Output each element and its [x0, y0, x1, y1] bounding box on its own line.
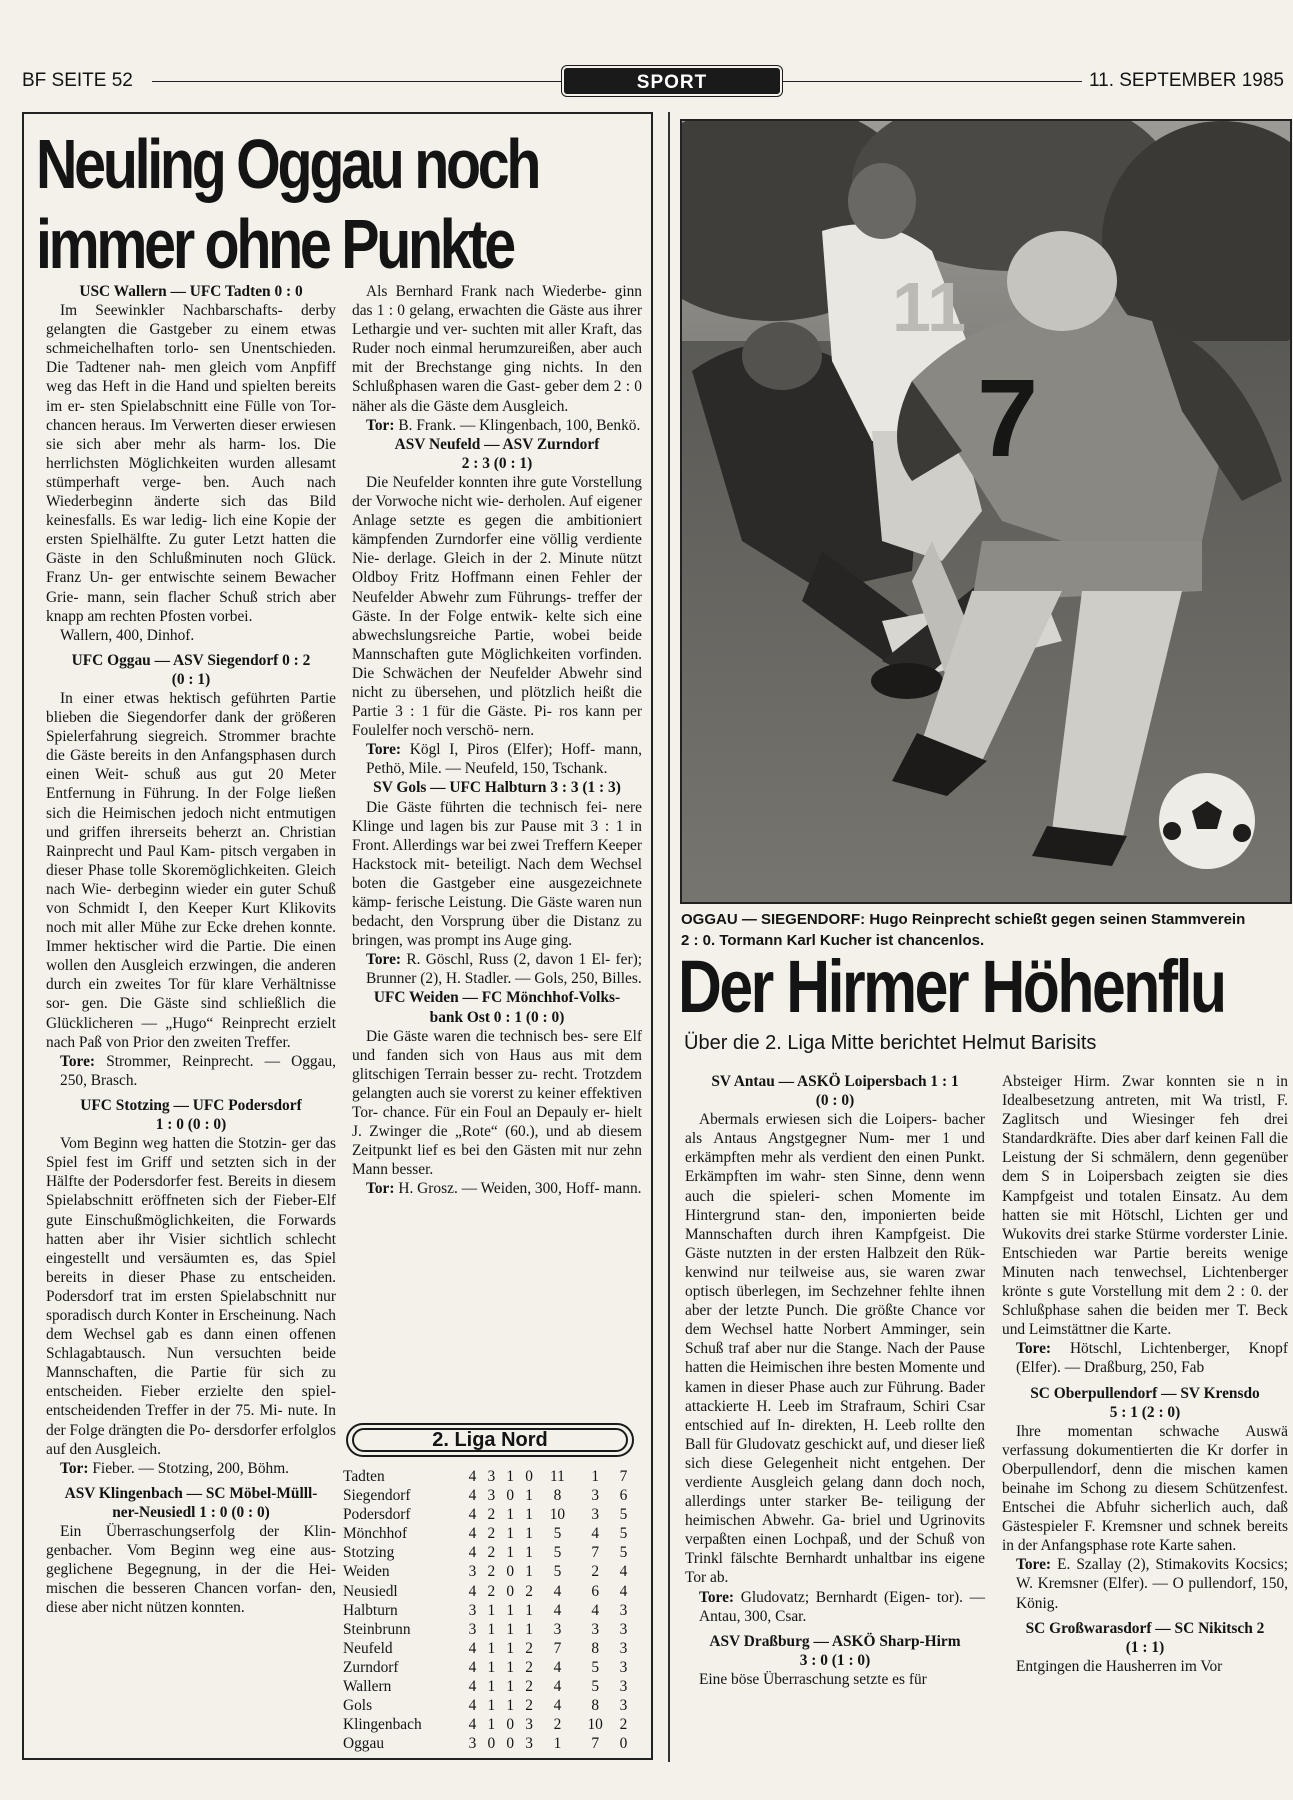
goals-label: Tore:	[366, 741, 402, 759]
match-result: 2 : 3 (0 : 1)	[461, 454, 533, 472]
match-summary: Wallern, 400, Dinhof.	[60, 626, 195, 644]
standings-row	[343, 1543, 633, 1562]
standings-value: 2	[525, 1658, 533, 1676]
match-heading: ASV Draßburg — ASKÖ Sharp-Hirm	[709, 1632, 961, 1650]
match-result: 1 : 0 (0 : 0)	[155, 1116, 227, 1134]
goal-scorers: Tore: Kögl I, Piros (Elfer); Hoff- mann, Pethö, Mile. — Neufeld, 150, Tschank.	[366, 741, 642, 778]
standings-value: 0	[506, 1716, 515, 1734]
goal-scorers: Tore: R. Göschl, Russ (2, davon 1 El- fer); Brunner (2), H. Stadler. — Gols, 250, Billes.	[366, 951, 642, 988]
standings-value: 1	[487, 1639, 496, 1657]
match-result: bank Ost 0 : 1 (0 : 0)	[429, 1008, 565, 1026]
match-report: Als Bernhard Frank nach Wiederbe- ginn das 1 : 0 gelang, erwachten die Gäste aus ihrer Lethargie und ver- suchten mit aller Kraft, das Ruder noch einmal herumzureißen, aber auch mit der Brechstange ging nichts. In den Schlußphasen waren die Gast- geber dem 2 : 0 näher als die Gäste dem Ausgleich.	[352, 283, 642, 415]
standings-value: 4	[468, 1639, 477, 1657]
standings-value: 3	[553, 1620, 562, 1638]
match-report: Absteiger Hirm. Zwar konnten sie n in Idealbesetzung antreten, mit Wa tristl, F. Zaglitsch und Wiesinger feh drei Standardkräfte. Dies aber darf keinen Fall die Leistung der Si schmälern, denn gegenüber dem S in Loipersbach zeigten sie dies Kampfgeist und totalen Einsatz. Au dem hatten sie mit Hötschl, Lichten ger und Wukovits drei starke Stürme vorderster Linie. Entschieden war Partie bereits wenige Minuten nach tenwechsel, Lichtenberger krönte s gute Vorstellung mit dem 2 : 0. der Schlußphase sahen die beiden mer T. Beck und Leimstättner die Karte.	[1002, 1073, 1288, 1339]
standings-value: 1	[525, 1506, 533, 1524]
standings-value: 1	[525, 1620, 533, 1638]
standings-value: 4	[591, 1525, 600, 1543]
standings-value: 2	[487, 1582, 496, 1600]
standings-value: 1	[506, 1678, 515, 1696]
match-report: Die Gäste waren die technisch bes- sere Elf und fanden sich von Haus aus mit dem glitschigen Terrain besser zu- recht. Trotzdem gelangten auch sie vorerst zu keiner effektiven Tor- chance. Für ein Foul an Depauly er- hielt J. Zwinger die „Rote“ (60.), und ab diesem Zeitpunkt lief es bei den Gästen mit nur zehn Mann besser.	[352, 1027, 642, 1179]
headline-line-2: immer ohne Punkte	[36, 205, 513, 283]
match-report: Die Gäste führten die technisch fei- nere Klinge und lagen bis zur Pause mit 3 : 1 in Front. Allerdings war bei zwei Treffern Keeper Hackstock mit- beteiligt. Nach dem Wechsel boten die Gastgeber eine ausgezeichnete kämp- ferische Leistung. Die Gäste waren nun bedacht, den Vorsprung über die Distanz zu bringen, was prompt ins Auge ging.	[352, 798, 642, 950]
goals-label: Tor:	[366, 1180, 395, 1198]
standings-value: 1	[506, 1601, 515, 1619]
standings-value: 4	[468, 1697, 477, 1715]
standings-value: 11	[550, 1468, 565, 1485]
goals-label: Tore:	[1016, 1340, 1052, 1358]
article-column-3	[685, 1072, 985, 1689]
main-headline	[36, 124, 646, 284]
standings-value: 2	[591, 1563, 600, 1581]
match-result: 3 : 0 (1 : 0)	[799, 1651, 871, 1669]
match-result: ner-Neusiedl 1 : 0 (0 : 0)	[112, 1503, 270, 1521]
match-report: Vom Beginn weg hatten die Stotzin- ger das Spiel fest im Griff und setzten sich in der Hälfte der Podersdorfer fest. Bereits in diesem Spielabschnitt eröffneten sich der Fieber-Elf gute Einschußmöglichkeiten, die Forwards hatten aber ihr Visier sichtlich schlecht eingestellt und versäumten es, das Spiel bereits in dieser Phase zu entscheiden. Podersdorf trat im ersten Spielabschnitt nur sporadisch durch Konter in Erscheinung. Nach dem Wechsel gab es dann einen offenen Schlagabtausch. Nun versuchten beide Mannschaften, die Partie für sich zu entscheiden. Fieber erzielte den spiel- entscheidenden Treffer in der 75. Mi- nute. In der Folge drängten die Po- dersdorfer erfolglos auf den Ausgleich.	[46, 1135, 336, 1458]
standings-row	[343, 1562, 633, 1581]
standings-value: 2	[553, 1716, 562, 1734]
standings-value: 5	[553, 1563, 562, 1581]
standings-value: 7	[553, 1639, 562, 1657]
match-heading: UFC Stotzing — UFC Podersdorf	[80, 1096, 302, 1114]
match-heading: SV Antau — ASKÖ Loipersbach 1 : 1	[711, 1073, 959, 1090]
article-column-1	[46, 282, 336, 1617]
standings-value: 1	[506, 1468, 515, 1485]
standings-value: 4	[468, 1487, 477, 1505]
goal-scorers: Tor: H. Grosz. — Weiden, 300, Hoff- mann.	[366, 1180, 642, 1198]
standings-row	[343, 1620, 633, 1639]
standings-value: 0	[525, 1468, 533, 1485]
match-report: Ihre momentan schwache Auswä verfassung dokumentierten die Kr dorfer in Oberpullendorf, denn die mischen kamen beinahe im Schong zu diesem Schützenfest. Entschei die Abfuhr sicherlich auch, daß Gästespieler F. Kremsner und schnek bereits in der Anfangsphase rote Karte sahen.	[1002, 1422, 1288, 1555]
team-name: Podersdorf	[343, 1506, 411, 1524]
team-name: Steinbrunn	[343, 1620, 411, 1638]
standings-value: 2	[525, 1639, 533, 1657]
match-report: Die Neufelder konnten ihre gute Vorstellung der Vorwoche nicht wie- derholen. Auf eigener Anlage setzte es gegen die ambitioniert kämpfenden Zurndorfer eine völlig verdiente Nie- derlage. Gleich in der 2. Minute nützt Oldboy Fritz Hoffmann einen Fehler der Neufelder Abwehr zum Führungs- treffer der Gäste. In der Folge entwik- kelte sich eine abwechslungsreiche Partie, wobei beide Mannschaften gute Möglichkeiten vorfinden. Die Schwächen der Neufelder Abwehr sind nicht zu übersehen, und plötzlich heißt die Partie 3 : 1 für die Gäste. Pi- ros kann per Foulelfer noch verschö- nern.	[352, 473, 642, 740]
standings-value: 8	[591, 1697, 600, 1715]
standings-value: 1	[506, 1697, 515, 1715]
standings-value: 3	[591, 1487, 600, 1505]
team-name: Halbturn	[343, 1601, 398, 1619]
standings-row	[343, 1639, 633, 1658]
team-name: Weiden	[343, 1563, 390, 1581]
standings-value: 2	[487, 1506, 496, 1524]
standings-value: 3	[619, 1601, 628, 1619]
standings-value: 1	[506, 1525, 515, 1543]
standings-value: 4	[468, 1678, 477, 1696]
standings-value: 3	[487, 1487, 496, 1505]
standings-value: 3	[591, 1506, 600, 1524]
standings-value: 2	[525, 1582, 533, 1600]
standings-value: 3	[619, 1639, 628, 1657]
team-name: Oggau	[343, 1735, 385, 1753]
section-label: SPORT	[564, 68, 780, 94]
standings-value: 2	[525, 1697, 533, 1715]
standings-value: 2	[487, 1544, 496, 1562]
standings-value: 0	[619, 1735, 628, 1753]
standings-value: 1	[525, 1544, 533, 1562]
goals-label: Tor:	[366, 416, 395, 434]
standings-value: 1	[487, 1716, 496, 1734]
team-name: Gols	[343, 1697, 373, 1715]
standings-value: 3	[468, 1735, 477, 1753]
goals-label: Tore:	[366, 951, 402, 969]
article-subheading: Über die 2. Liga Mitte berichtet Helmut Barisits	[684, 1032, 1097, 1054]
standings-value: 0	[506, 1735, 515, 1753]
goal-scorers: Tor: Fieber. — Stotzing, 200, Böhm.	[60, 1459, 290, 1477]
header-rule-right	[782, 81, 1082, 82]
match-halftime: (0 : 0)	[815, 1092, 855, 1110]
standings-value: 4	[553, 1582, 562, 1600]
standings-value: 2	[487, 1525, 496, 1543]
match-heading: USC Wallern — UFC Tadten 0 : 0	[79, 283, 303, 300]
standings-value: 0	[506, 1563, 515, 1581]
goals-label: Tor:	[60, 1459, 89, 1477]
goals-label: Tore:	[1016, 1556, 1052, 1574]
standings-value: 5	[619, 1506, 628, 1524]
team-name: Neusiedl	[343, 1582, 398, 1600]
standings-value: 0	[506, 1582, 515, 1600]
standings-value: 4	[553, 1601, 562, 1619]
standings-value: 1	[487, 1697, 496, 1715]
front-jersey-number: 11	[892, 268, 966, 346]
standings-value: 1	[506, 1506, 515, 1524]
caption-line-1: OGGAU — SIEGENDORF: Hugo Reinprecht schießt gegen seinen Stammverein	[681, 911, 1246, 928]
standings-value: 6	[619, 1487, 628, 1505]
issue-date: 11. SEPTEMBER 1985	[1088, 70, 1284, 91]
standings-value: 1	[591, 1468, 600, 1485]
match-report: Im Seewinkler Nachbarschafts- derby gelangten die Gastgeber zu einem etwas schmeichelhaften torlo- sen Unentschieden. Die Tadtener nah- men gleich vom Anpfiff weg das Heft in die Hand und spielten bereits im er- sten Spielabschnitt eine Fülle von Tor- chancen heraus. Im Verwerten dieser erwiesen sie sich aber mehr als harm- los. Die herrlichsten Möglichkeiten wurden allesamt stümperhaft verge- ben. Auch nach Wiederbeginn änderte sich das Bild keinesfalls. Es war ledig- lich eine Kopie der ersten Spielhälfte. Zu guter Letzt hatten die Gäste in den Schlußminuten noch Glück. Franz Un- ger entwischte seinem Bewacher Grie- mann, sein flacher Schuß strich aber knapp am rechten Pfosten vorbei.	[46, 302, 336, 625]
goals-label: Tore:	[699, 1588, 735, 1606]
standings-value: 1	[506, 1620, 515, 1638]
standings-value: 1	[525, 1487, 533, 1505]
standings-value: 1	[487, 1601, 496, 1619]
second-headline: Der Hirmer Höhenflu	[678, 945, 1225, 1028]
standings-value: 3	[591, 1620, 600, 1638]
team-name: Neufeld	[343, 1639, 393, 1657]
team-name: Klingenbach	[343, 1716, 422, 1734]
standings-value: 3	[468, 1563, 477, 1581]
goal-scorers: Tor: B. Frank. — Klingenbach, 100, Benkö.	[366, 416, 641, 434]
goalkeeper-jersey-number: 7	[977, 357, 1039, 480]
standings-value: 2	[619, 1716, 628, 1734]
standings-value: 4	[553, 1658, 562, 1676]
match-halftime: (0 : 1)	[171, 670, 211, 688]
standings-value: 4	[553, 1678, 562, 1696]
standings-title: 2. Liga Nord	[346, 1423, 634, 1457]
standings-value: 1	[525, 1563, 533, 1581]
goal-scorers: Tore: Strommer, Reinprecht. — Oggau, 250, Brasch.	[60, 1052, 336, 1089]
team-name: Siegendorf	[343, 1487, 411, 1505]
standings-value: 5	[591, 1658, 600, 1676]
match-report: Abermals erwiesen sich die Loipers- bacher als Antaus Angstgegner Num- mer 1 und erkämpften mehr als verdient den einen Punkt. Erkämpften im wahr- sten Sinne, denn wenn auch die spieleri- schen Momente im Hintergrund stan- den, imponierten beide Mannschaften durch ihren Kampfgeist. Die Gäste nutzten in der ersten Halbzeit den Rük- kenwind nur teilweise aus, sie waren zwar optisch überlegen, im Sechzehner fehlte ihnen aber der letzte Punch. Die größte Chance vor dem Wechsel hatte Norbert Amminger, sein Schuß traf aber nur die Stange. Nach der Pause hatten die Heimischen ihre besten Momente und kamen in dieser Phase auch zur Führung. Bader attackierte H. Leeb im Strafraum, Schiri Csar entschied auf In- direkten, H. Leeb rollte den Ball für Gludovatz geschickt auf, und dieser ließ sich diese Gelegenheit nicht entgehen. Der verdiente Ausgleich gelang dann doch noch, allerdings unter starker Be- teiligung der heimischen Abwehr. Ga- briel und Ugrinovits verpaßten einen Lochpaß, und der Schuß von Trinkl fälschte Bernhardt unhaltbar ins eigene Tor ab.	[685, 1111, 985, 1587]
standings-value: 1	[487, 1678, 496, 1696]
match-heading: SC Großwarasdorf — SC Nikitsch 2	[1025, 1619, 1265, 1637]
match-heading: SV Gols — UFC Halbturn 3 : 3 (1 : 3)	[373, 779, 621, 797]
goal-scorers: Tore: E. Szallay (2), Stimakovits Kocsics; W. Kremsner (Elfer). — O pullendorf, 150, König.	[1016, 1556, 1288, 1612]
team-name: Zurndorf	[343, 1658, 399, 1676]
standings-value: 3	[619, 1658, 628, 1676]
standings-row	[343, 1696, 633, 1715]
standings-value: 4	[468, 1544, 477, 1562]
standings-value: 7	[591, 1735, 600, 1753]
standings-value: 10	[549, 1506, 566, 1524]
standings-row	[343, 1715, 633, 1734]
match-report: Entgingen die Hausherren im Vor	[1016, 1657, 1223, 1675]
standings-value: 0	[487, 1735, 496, 1753]
caption-line-2: 2 : 0. Tormann Karl Kucher ist chancenlos.	[681, 932, 985, 949]
standings-value: 3	[525, 1716, 533, 1734]
standings-value: 1	[506, 1639, 515, 1657]
standings-value: 3	[619, 1697, 628, 1715]
standings-value: 1	[525, 1601, 533, 1619]
standings-value: 5	[619, 1525, 628, 1543]
team-name: Tadten	[343, 1468, 385, 1485]
standings-value: 4	[468, 1506, 477, 1524]
standings-value: 8	[553, 1487, 562, 1505]
standings-value: 3	[619, 1620, 628, 1638]
article-column-4	[1002, 1072, 1288, 1676]
match-heading: UFC Weiden — FC Mönchhof-Volks-	[373, 989, 621, 1007]
standings-value: 5	[591, 1678, 600, 1696]
page-number: BF SEITE 52	[22, 70, 133, 91]
match-report: Ein Überraschungserfolg der Klin- genbacher. Vom Beginn weg eine aus- geglichene Begegnung, in der die Hei- mischen die besseren Chancen vorfan- den, diese aber nicht nützen konnten.	[46, 1523, 336, 1617]
article-column-2	[352, 282, 642, 1199]
standings-value: 7	[619, 1468, 628, 1485]
standings-row	[343, 1486, 633, 1505]
match-report: Eine böse Überraschung setzte es für	[699, 1670, 927, 1688]
standings-value: 3	[525, 1735, 533, 1753]
standings-value: 4	[468, 1716, 477, 1734]
standings-value: 4	[591, 1601, 600, 1619]
standings-value: 4	[619, 1563, 628, 1581]
standings-value: 5	[553, 1525, 562, 1543]
standings-value: 2	[487, 1563, 496, 1581]
standings-value: 5	[619, 1544, 628, 1562]
match-heading: ASV Neufeld — ASV Zurndorf	[394, 435, 600, 453]
standings-value: 8	[591, 1639, 600, 1657]
headline-line-1: Neuling Oggau noch	[36, 125, 539, 203]
match-halftime: (1 : 1)	[1125, 1638, 1165, 1656]
goals-label: Tore:	[60, 1052, 96, 1070]
match-heading: ASV Klingenbach — SC Möbel-Mülll-	[64, 1484, 318, 1502]
standings-value: 4	[468, 1525, 477, 1543]
standings-value: 10	[587, 1716, 603, 1734]
standings-value: 1	[487, 1620, 496, 1638]
standings-row	[343, 1467, 633, 1486]
football-photo-illustration	[682, 121, 1292, 904]
standings-value: 6	[591, 1582, 600, 1600]
team-name: Mönchhof	[343, 1525, 408, 1543]
standings-value: 4	[468, 1582, 477, 1600]
standings-value: 4	[553, 1697, 562, 1715]
standings-value: 4	[468, 1468, 477, 1485]
standings-value: 4	[468, 1658, 477, 1676]
page-header	[22, 68, 1290, 96]
match-result: 5 : 1 (2 : 0)	[1109, 1403, 1181, 1421]
standings-value: 3	[468, 1620, 477, 1638]
standings-value: 3	[487, 1468, 496, 1485]
match-heading: SC Oberpullendorf — SV Krensdo	[1030, 1384, 1260, 1402]
standings-value: 1	[487, 1658, 496, 1676]
column-divider	[668, 112, 670, 1762]
team-name: Wallern	[343, 1678, 392, 1696]
standings-value: 7	[591, 1544, 600, 1562]
standings-value: 5	[553, 1544, 562, 1562]
goal-scorers: Tore: Gludovatz; Bernhardt (Eigen- tor). — Antau, 300, Csar.	[699, 1588, 985, 1625]
standings-value: 1	[525, 1525, 533, 1543]
standings-row	[343, 1524, 633, 1543]
header-rule-left	[152, 81, 562, 82]
standings-row	[343, 1658, 633, 1677]
standings-value: 1	[506, 1544, 515, 1562]
team-name: Stotzing	[343, 1544, 395, 1562]
standings-value: 2	[525, 1678, 533, 1696]
standings-row	[343, 1582, 633, 1601]
standings-row	[343, 1734, 633, 1753]
standings-value: 1	[553, 1735, 562, 1753]
standings-value: 4	[619, 1582, 628, 1600]
standings-value: 1	[506, 1658, 515, 1676]
match-report: In einer etwas hektisch geführten Partie blieben die Siegendorfer dank der größeren Spielerfahrung siegreich. Strommer brachte die Gäste bereits in den Anfangsphasen durch einen Weit- schuß aus gut 20 Meter Entfernung in Führung. In der Folge ließen sich die Heimischen jedoch nicht entmutigen und griffen ihrerseits beherzt an. Christian Rainprecht und Paul Kam- pitsch vergaben in dieser Phase tolle Skoremöglichkeiten. Gleich nach Wie- derbeginn wieder ein guter Schuß von Schmidt I, den Keeper Kurt Klikovits noch mit aller Mühe zur Ecke drehen konnte. Immer hektischer wird die Partie. Die einen wollen den Ausgleich erzwingen, die anderen durch ein zweites Tor für klare Verhältnisse sor- gen. Die Gäste sind schließlich die Glücklicheren — „Hugo“ Reinprecht erzielt nach Paß von Prior den zweiten Treffer.	[46, 689, 336, 1051]
standings-value: 3	[468, 1601, 477, 1619]
standings-row	[343, 1677, 633, 1696]
standings-value: 0	[506, 1487, 515, 1505]
match-heading: UFC Oggau — ASV Siegendorf 0 : 2	[71, 651, 311, 669]
standings-value: 3	[619, 1678, 628, 1696]
goal-scorers: Tore: Hötschl, Lichtenberger, Knopf (Elfer). — Draßburg, 250, Fab	[1016, 1340, 1288, 1377]
standings-row	[343, 1505, 633, 1524]
standings-table	[343, 1467, 633, 1753]
match-photo	[680, 119, 1292, 904]
standings-row	[343, 1601, 633, 1620]
